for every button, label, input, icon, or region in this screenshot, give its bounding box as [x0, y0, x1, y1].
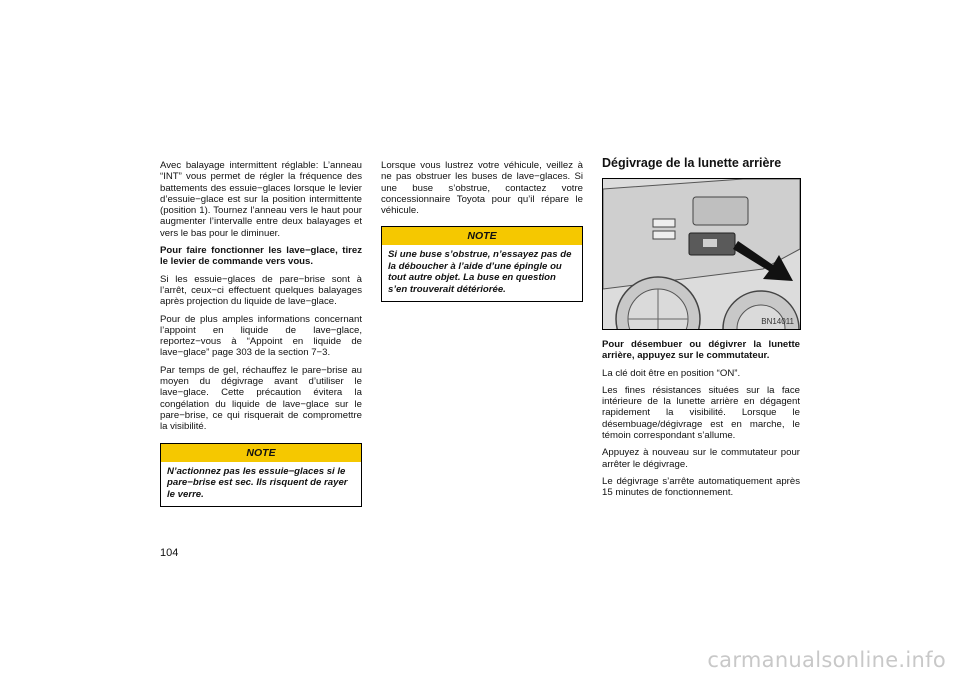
right-column-text — [602, 339, 800, 505]
middle-column — [381, 160, 583, 302]
paragraph-auto-stop: Le dégivrage s’arrête automatiquement après 15 minutes de fonctionnement. — [602, 475, 800, 499]
paragraph-nozzle-care: Lorsque vous lustrez votre véhicule, veillez à ne pas obstruer les buses de lave−glaces. Si une buse s’obstrue, contactez votre concessionnaire Toyota pour qu’il répare le véhicule. — [381, 160, 583, 217]
paragraph-press-again: Appuyez à nouveau sur le commutateur pour arrêter le dégivrage. — [602, 447, 800, 470]
paragraph-fluid-reference: Pour de plus amples informations concernant l’appoint en liquide de lave−glace, reportez−vous à “Appoint en liquide de lave−glace” page 303 de la section 7−3. — [160, 313, 362, 359]
section-title: Dégivrage de la lunette arrière — [602, 156, 782, 170]
paragraph-intermittent-ring: Avec balayage intermittent réglable: L’anneau “INT” vous permet de régler la fréquence des battements des essuie−glaces lorsque le levier d’essuie−glace est sur la position intermittente (position 1). Tournez l’anneau vers le haut pour augmenter l’intervalle entre deux balayages et vers le bas pour le diminuer. — [160, 160, 362, 239]
paragraph-press-switch: Pour désembuer ou dégivrer la lunette arrière, appuyez sur le commutateur. — [602, 339, 800, 362]
defogger-switch-figure — [602, 178, 801, 330]
paragraph-washer-heading: Pour faire fonctionner les lave−glace, tirez le levier de commande vers vous. — [160, 245, 362, 268]
watermark: carmanualsonline.info — [707, 648, 946, 672]
paragraph-key-on: La clé doit être en position “ON”. — [602, 367, 741, 379]
note-box-dry-windshield — [160, 443, 362, 508]
note-text: N’actionnez pas les essuie−glaces si le pare−brise est sec. Ils risquent de rayer le verre. — [167, 465, 348, 500]
figure-code: BN14011 — [761, 317, 794, 326]
paragraph-frost-warning: Par temps de gel, réchauffez le pare−brise au moyen du dégivrage avant d’utiliser le lave−glace. Cette précaution évitera la congélation du liquide de lave−glace sur le pare−brise, ce qui risquerait de compromettre la visibilité. — [160, 364, 362, 433]
note-header: NOTE — [161, 444, 361, 462]
left-column — [160, 160, 362, 507]
note-box-nozzle — [381, 226, 583, 302]
note-text: Si une buse s’obstrue, n’essayez pas de la déboucher à l’aide d’une épingle ou tout autre objet. La buse en question s’en trouverait détériorée. — [388, 249, 572, 295]
paragraph-resistances: Les fines résistances situées sur la face intérieure de la lunette arrière en dégagent rapidement la visibilité. Lorsque le désembuage/dégivrage est en marche, le témoin correspondant s’allume. — [602, 384, 800, 442]
paragraph-wiper-after-spray: Si les essuie−glaces de pare−brise sont à l’arrêt, ceux−ci effectuent quelques balayages après projection du liquide de lave−glace. — [160, 273, 362, 308]
dashboard-illustration — [603, 179, 800, 329]
page-number: 104 — [160, 547, 179, 559]
note-header: NOTE — [382, 227, 582, 245]
